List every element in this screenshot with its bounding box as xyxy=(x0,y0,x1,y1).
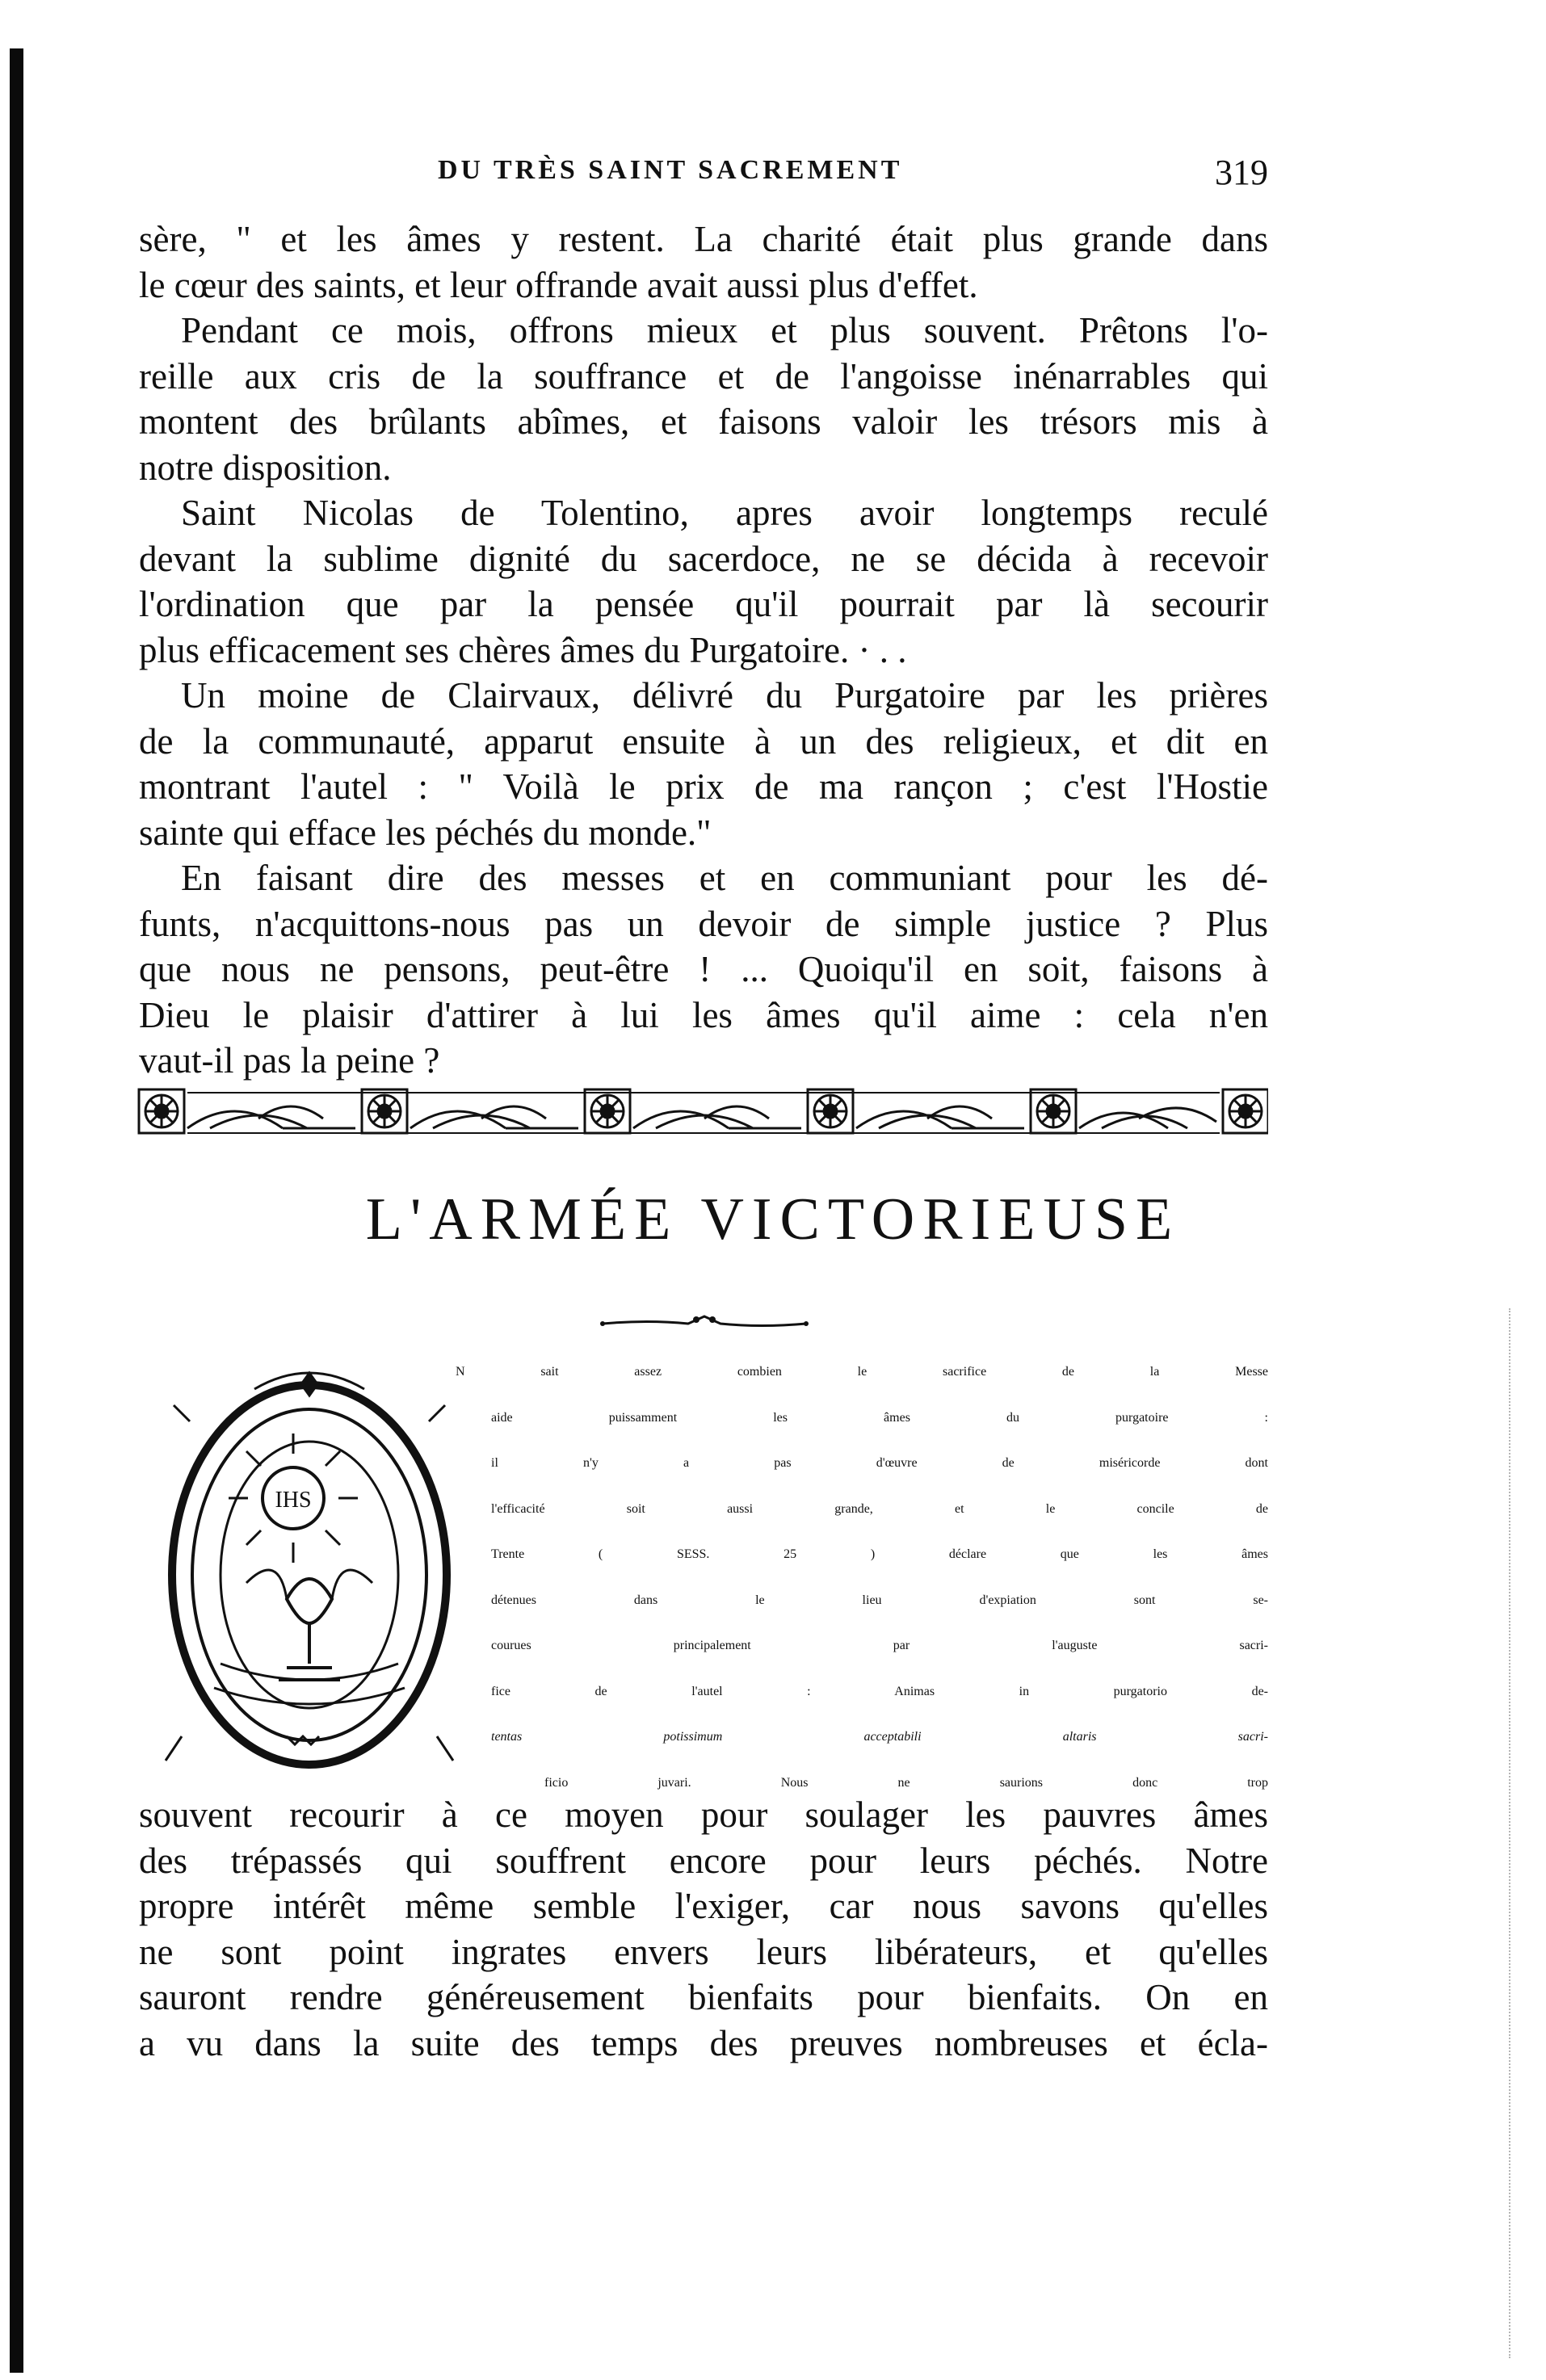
ihs-monogram: IHS xyxy=(275,1488,312,1513)
text-line: souvent recourir à ce moyen pour soulager les pauvres âmes xyxy=(139,1794,1268,1835)
text-line: il n'y a pas d'œuvre de miséricorde dont xyxy=(491,1456,1268,1470)
text-line: En faisant dire des messes et en communiant pour les dé- xyxy=(181,858,1268,898)
intro-paragraph-beside-initial xyxy=(456,1365,1268,1821)
illuminated-initial xyxy=(158,1357,461,1777)
text-line: Saint Nicolas de Tolentino, apres avoir longtemps reculé xyxy=(181,493,1268,533)
text-line: l'ordination que par la pensée qu'il pourrait par là secourir xyxy=(139,584,1268,624)
text-line: ficio juvari. Nous ne saurions donc trop xyxy=(544,1775,1268,1790)
decorative-ornament-band xyxy=(137,1086,1268,1136)
drop-cap-illustration xyxy=(158,1357,461,1777)
text-line: Trente ( SESS. 25 ) déclare que les âmes xyxy=(491,1547,1268,1561)
text-line: devant la sublime dignité du sacerdoce, ne se décida à recevoir xyxy=(139,538,1268,579)
text-line: ne sont point ingrates envers leurs libérateurs, et qu'elles xyxy=(139,1931,1268,1972)
text-line: reille aux cris de la souffrance et de l'angoisse inénarrables qui xyxy=(139,355,1268,397)
top-paragraphs xyxy=(139,216,1268,1084)
text-line: tentas potissimum acceptabili altaris sacri- xyxy=(491,1730,1268,1744)
scan-right-edge-noise xyxy=(1509,1308,1522,2358)
title-flourish-ornament xyxy=(599,1312,809,1336)
text-line: propre intérêt même semble l'exiger, car nous savons qu'elles xyxy=(139,1886,1268,1926)
text-line: montrant l'autel : " Voilà le prix de ma rançon ; c'est l'Hostie xyxy=(139,766,1268,807)
text-line: notre disposition. xyxy=(139,447,392,488)
text-line: détenues dans le lieu d'expiation sont se- xyxy=(491,1593,1268,1607)
text-line: des trépassés qui souffrent encore pour leurs péchés. Notre xyxy=(139,1840,1268,1881)
running-title: DU TRÈS SAINT SACREMENT xyxy=(438,155,903,185)
text-line: N sait assez combien le sacrifice de la Messe xyxy=(456,1365,1268,1379)
text-line: funts, n'acquittons-nous pas un devoir de simple justice ? Plus xyxy=(139,903,1268,944)
text-line: Dieu le plaisir d'attirer à lui les âmes qu'il aime : cela n'en xyxy=(139,994,1268,1035)
text-line: fice de l'autel : Animas in purgatorio de- xyxy=(491,1684,1268,1698)
text-line: l'efficacité soit aussi grande, et le concile de xyxy=(491,1501,1268,1516)
text-line: courues principalement par l'auguste sacri- xyxy=(491,1639,1268,1652)
text-line: vaut-il pas la peine ? xyxy=(139,1040,440,1081)
text-line: aide puissamment les âmes du purgatoire : xyxy=(491,1410,1268,1425)
chapter-title: L'ARMÉE VICTORIEUSE xyxy=(365,1186,1181,1253)
text-line: sauront rendre généreusement bienfaits pour bienfaits. On en xyxy=(139,1977,1268,2017)
text-line: que nous ne pensons, peut-être ! ... Quoiqu'il en soit, faisons à xyxy=(139,949,1268,989)
running-head xyxy=(139,155,1268,204)
closing-paragraph xyxy=(139,1792,1268,2066)
text-line: sère, " et les âmes y restent. La charité était plus grande dans xyxy=(139,219,1268,259)
text-line: de la communauté, apparut ensuite à un des religieux, et dit en xyxy=(139,720,1268,762)
text-line: Un moine de Clairvaux, délivré du Purgatoire par les prières xyxy=(181,675,1268,716)
text-line: montent des brûlants abîmes, et faisons valoir les trésors mis à xyxy=(139,401,1268,442)
page-number: 319 xyxy=(1215,153,1268,192)
text-line: le cœur des saints, et leur offrande avait aussi plus d'effet. xyxy=(139,264,978,305)
text-line: sainte qui efface les péchés du monde." xyxy=(139,812,712,853)
text-line: a vu dans la suite des temps des preuves nombreuses et écla- xyxy=(139,2022,1268,2063)
text-line: Pendant ce mois, offrons mieux et plus souvent. Prêtons l'o- xyxy=(181,310,1268,350)
text-line: plus efficacement ses chères âmes du Purgatoire. · . . xyxy=(139,629,907,670)
